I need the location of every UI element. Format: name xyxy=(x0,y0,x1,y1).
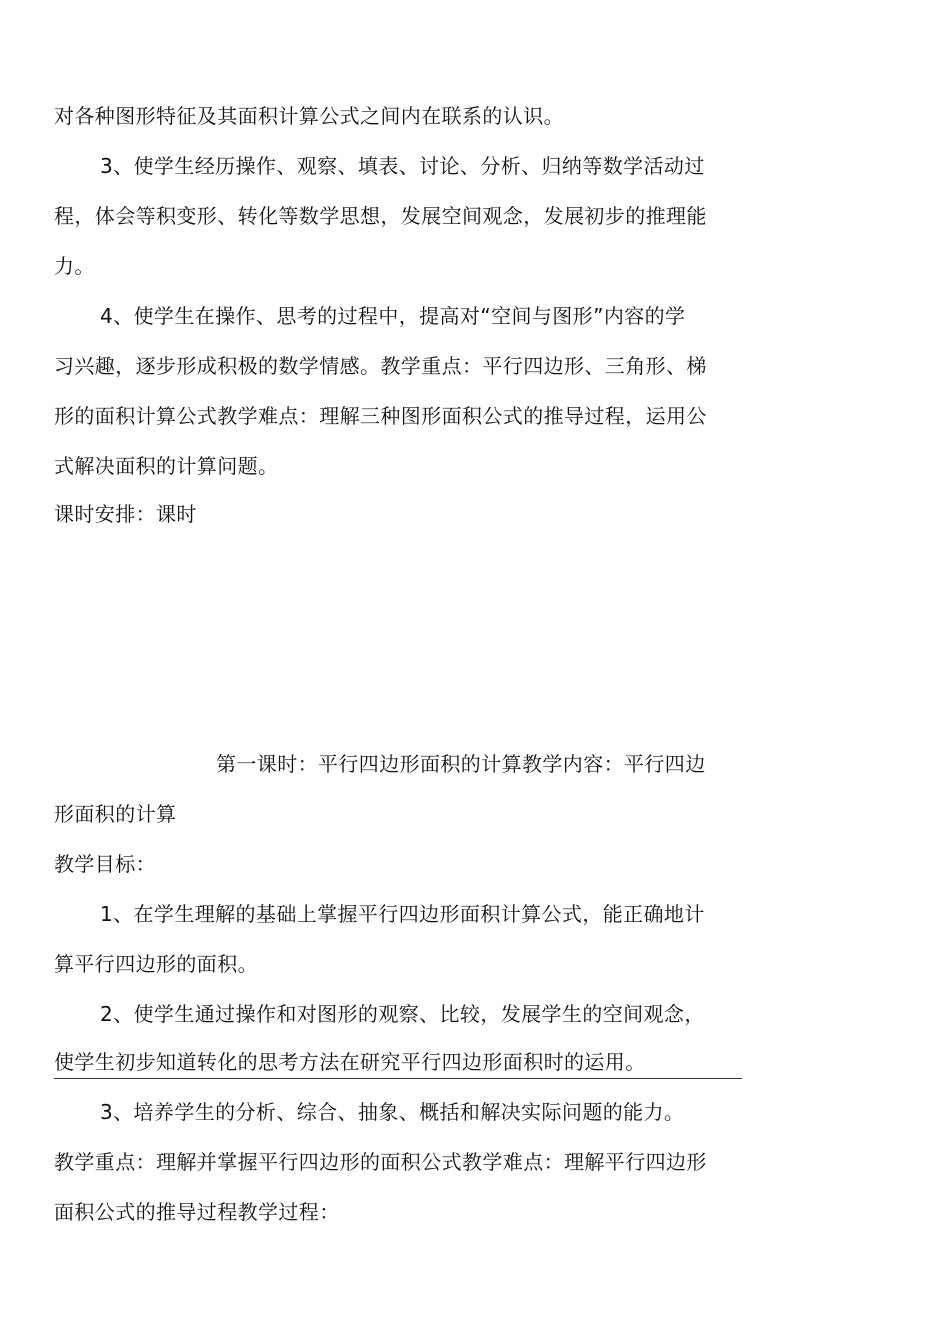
text-line: 程，体会等积变形、转化等数学思想，发展空间观念，发展初步的推理能 xyxy=(54,204,707,228)
text-line: 力。 xyxy=(54,254,95,278)
text-line: 对各种图形特征及其面积计算公式之间内在联系的认识。 xyxy=(54,104,564,128)
text-line: 1、在学生理解的基础上掌握平行四边形面积计算公式，能正确地计 xyxy=(100,902,705,926)
text-line: 课时安排：课时 xyxy=(54,502,197,526)
divider xyxy=(54,1078,742,1079)
text-line: 2、使学生通过操作和对图形的观察、比较，发展学生的空间观念， xyxy=(100,1002,705,1026)
text-line: 4、使学生在操作、思考的过程中，提高对“空间与图形”内容的学 xyxy=(100,304,686,328)
text-line: 算平行四边形的面积。 xyxy=(54,952,258,976)
section-label: 教学目标： xyxy=(54,852,156,876)
text-line: 使学生初步知道转化的思考方法在研究平行四边形面积时的运用。 xyxy=(54,1050,646,1074)
text-line: 3、培养学生的分析、综合、抽象、概括和解决实际问题的能力。 xyxy=(100,1100,685,1124)
lesson-heading: 第一课时：平行四边形面积的计算教学内容：平行四边 xyxy=(216,752,706,776)
text-line: 形的面积计算公式教学难点：理解三种图形面积公式的推导过程，运用公 xyxy=(54,404,707,428)
text-line: 式解决面积的计算问题。 xyxy=(54,454,279,478)
text-line: 习兴趣，逐步形成积极的数学情感。教学重点：平行四边形、三角形、梯 xyxy=(54,354,707,378)
text-line: 教学重点：理解并掌握平行四边形的面积公式教学难点：理解平行四边形 xyxy=(54,1150,707,1174)
text-line: 3、使学生经历操作、观察、填表、讨论、分析、归纳等数学活动过 xyxy=(100,154,705,178)
text-line: 面积公式的推导过程教学过程： xyxy=(54,1200,340,1224)
text-line: 形面积的计算 xyxy=(54,802,177,826)
